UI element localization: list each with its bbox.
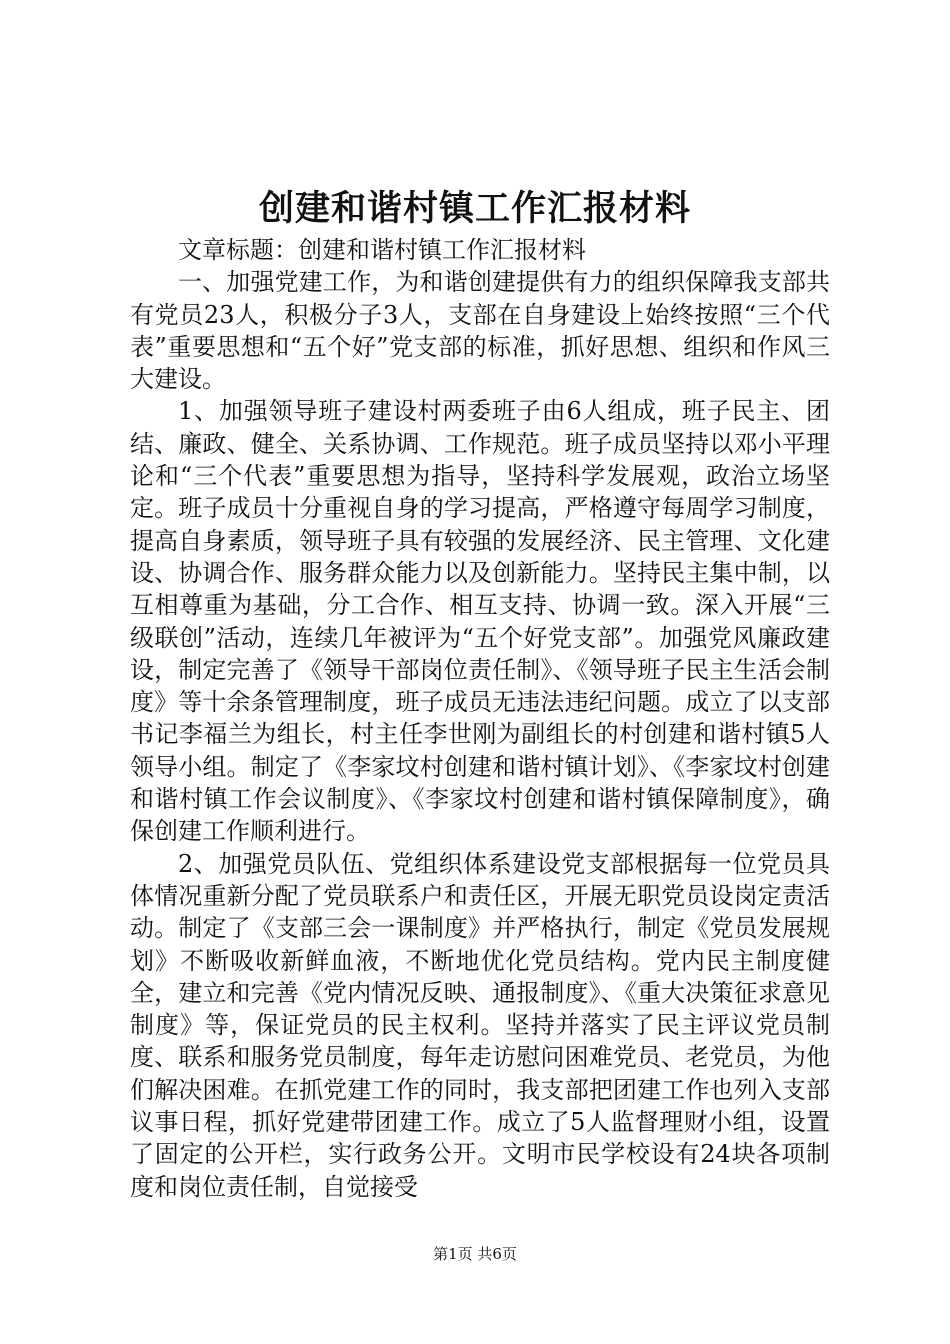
- paragraph-party-building: 一、加强党建工作，为和谐创建提供有力的组织保障我支部共有党员23人，积极分子3人，支部在自身建设上始终按照“三个代表”重要思想和“五个好”党支部的标准，抓好思想、组织和作风三大建设。: [130, 268, 830, 394]
- article-title-line: 文章标题：创建和谐村镇工作汇报材料: [178, 236, 586, 264]
- page-footer: 第1页 共6页: [433, 1245, 517, 1263]
- paragraph-leadership: 1、加强领导班子建设村两委班子由6人组成，班子民主、团结、廉政、健全、关系协调、工作规范。班子成员坚持以邓小平理论和“三个代表”重要思想为指导，坚持科学发展观，政治立场坚定。班子成员十分重视自身的学习提高，严格遵守每周学习制度，提高自身素质，领导班子具有较强的发展经济、民主管理、文化建设、协调合作、服务群众能力以及创新能力。坚持民主集中制，以互相尊重为基础，分工合作、相互支持、协调一致。深入开展“三级联创”活动，连续几年被评为“五个好党支部”。加强党风廉政建设，制定完善了《领导干部岗位责任制》、《领导班子民主生活会制度》等十余条管理制度，班子成员无违法违纪问题。成立了以支部书记李福兰为组长，村主任李世刚为副组长的村创建和谐村镇5人领导小组。制定了《李家坟村创建和谐村镇计划》、《李家坟村创建和谐村镇工作会议制度》、《李家坟村创建和谐村镇保障制度》，确保创建工作顺利进行。: [130, 397, 830, 846]
- paragraph-party-members: 2、加强党员队伍、党组织体系建设党支部根据每一位党员具体情况重新分配了党员联系户和责任区，开展无职党员设岗定责活动。制定了《支部三会一课制度》并严格执行，制定《党员发展规划》不断吸收新鲜血液，不断地优化党员结构。党内民主制度健全，建立和完善《党内情况反映、通报制度》、《重大决策征求意见制度》等，保证党员的民主权利。坚持并落实了民主评议党员制度、联系和服务党员制度，每年走访慰问困难党员、老党员，为他们解决困难。在抓党建工作的同时，我支部把团建工作也列入支部议事日程，抓好党建带团建工作。成立了5人监督理财小组，设置了固定的公开栏，实行政务公开。文明市民学校设有24块各项制度和岗位责任制，自觉接受: [130, 849, 830, 1201]
- document-body: [130, 234, 830, 1203]
- document-title: 创建和谐村镇工作汇报材料: [258, 188, 691, 229]
